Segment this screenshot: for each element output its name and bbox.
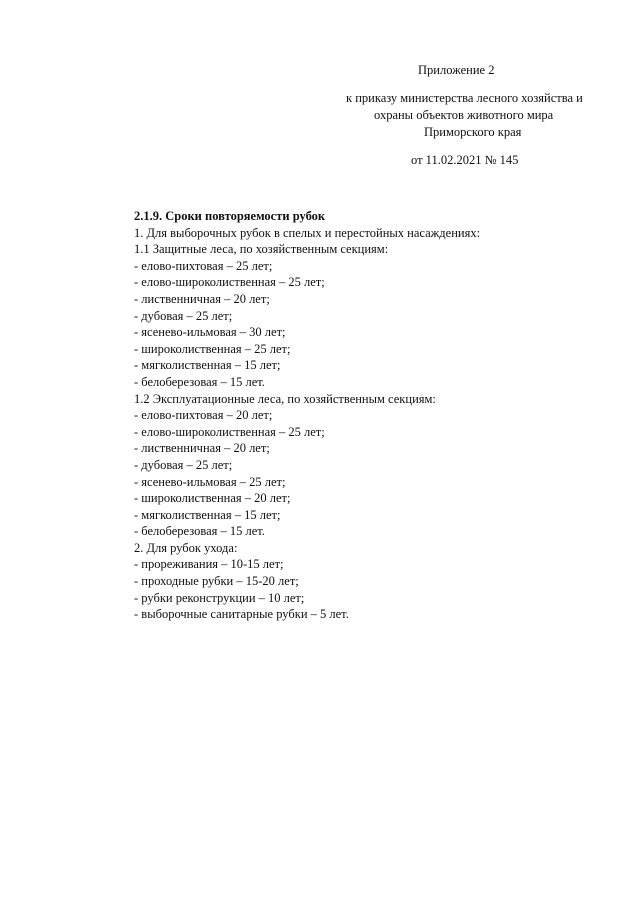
exploitation-list-item: - елово-широколиственная – 25 лет; [134,424,325,439]
protective-list-item: - лиственничная – 20 лет; [134,291,270,306]
section-body [134,208,604,623]
care-cutting-heading: 2. Для рубок ухода: [134,540,238,555]
exploitation-forests-heading: 1.2 Эксплуатационные леса, по хозяйственным секциям: [134,391,436,406]
exploitation-list-item: - дубовая – 25 лет; [134,457,233,472]
order-reference-line-3: Приморского края [424,125,522,139]
protective-list-item: - ясеневo-ильмовая – 30 лет; [134,325,286,340]
exploitation-list-item: - елово-пихтовая – 20 лет; [134,408,273,423]
exploitation-list-item: - широколиственная – 20 лет; [134,491,291,506]
protective-list-item: - мягколиственная – 15 лет; [134,358,281,373]
care-list-item: - рубки реконструкции – 10 лет; [134,590,305,605]
order-date-number: от 11.02.2021 № 145 [411,153,519,167]
protective-list-item: - широколиственная – 25 лет; [134,341,291,356]
exploitation-list-item: - белоберезовая – 15 лет. [134,524,265,539]
exploitation-list-item: - ясенево-ильмовая – 25 лет; [134,474,286,489]
order-reference-line-1: к приказу министерства лесного хозяйства и [346,91,583,105]
protective-forests-heading: 1.1 Защитные леса, по хозяйственным секциям: [134,242,389,257]
section-title: 2.1.9. Сроки повторяемости рубок [134,209,326,223]
care-list-item: - прореживания – 10-15 лет; [134,557,284,572]
protective-list-item: - елово-пихтовая – 25 лет; [134,258,273,273]
exploitation-list-item: - лиственничная – 20 лет; [134,441,270,456]
order-reference-line-2: охраны объектов животного мира [374,108,554,122]
protective-list-item: - дубовая – 25 лет; [134,308,233,323]
protective-list-item: - елово-широколиственная – 25 лет; [134,275,325,290]
selective-cutting-heading: 1. Для выборочных рубок в спелых и перестойных насаждениях: [134,225,481,240]
protective-list-item: - белоберезовая – 15 лет. [134,374,265,389]
care-list-item: - выборочные санитарные рубки – 5 лет. [134,607,349,622]
exploitation-list-item: - мягколиственная – 15 лет; [134,507,281,522]
care-list-item: - проходные рубки – 15-20 лет; [134,574,299,589]
appendix-label: Приложение 2 [418,63,495,77]
